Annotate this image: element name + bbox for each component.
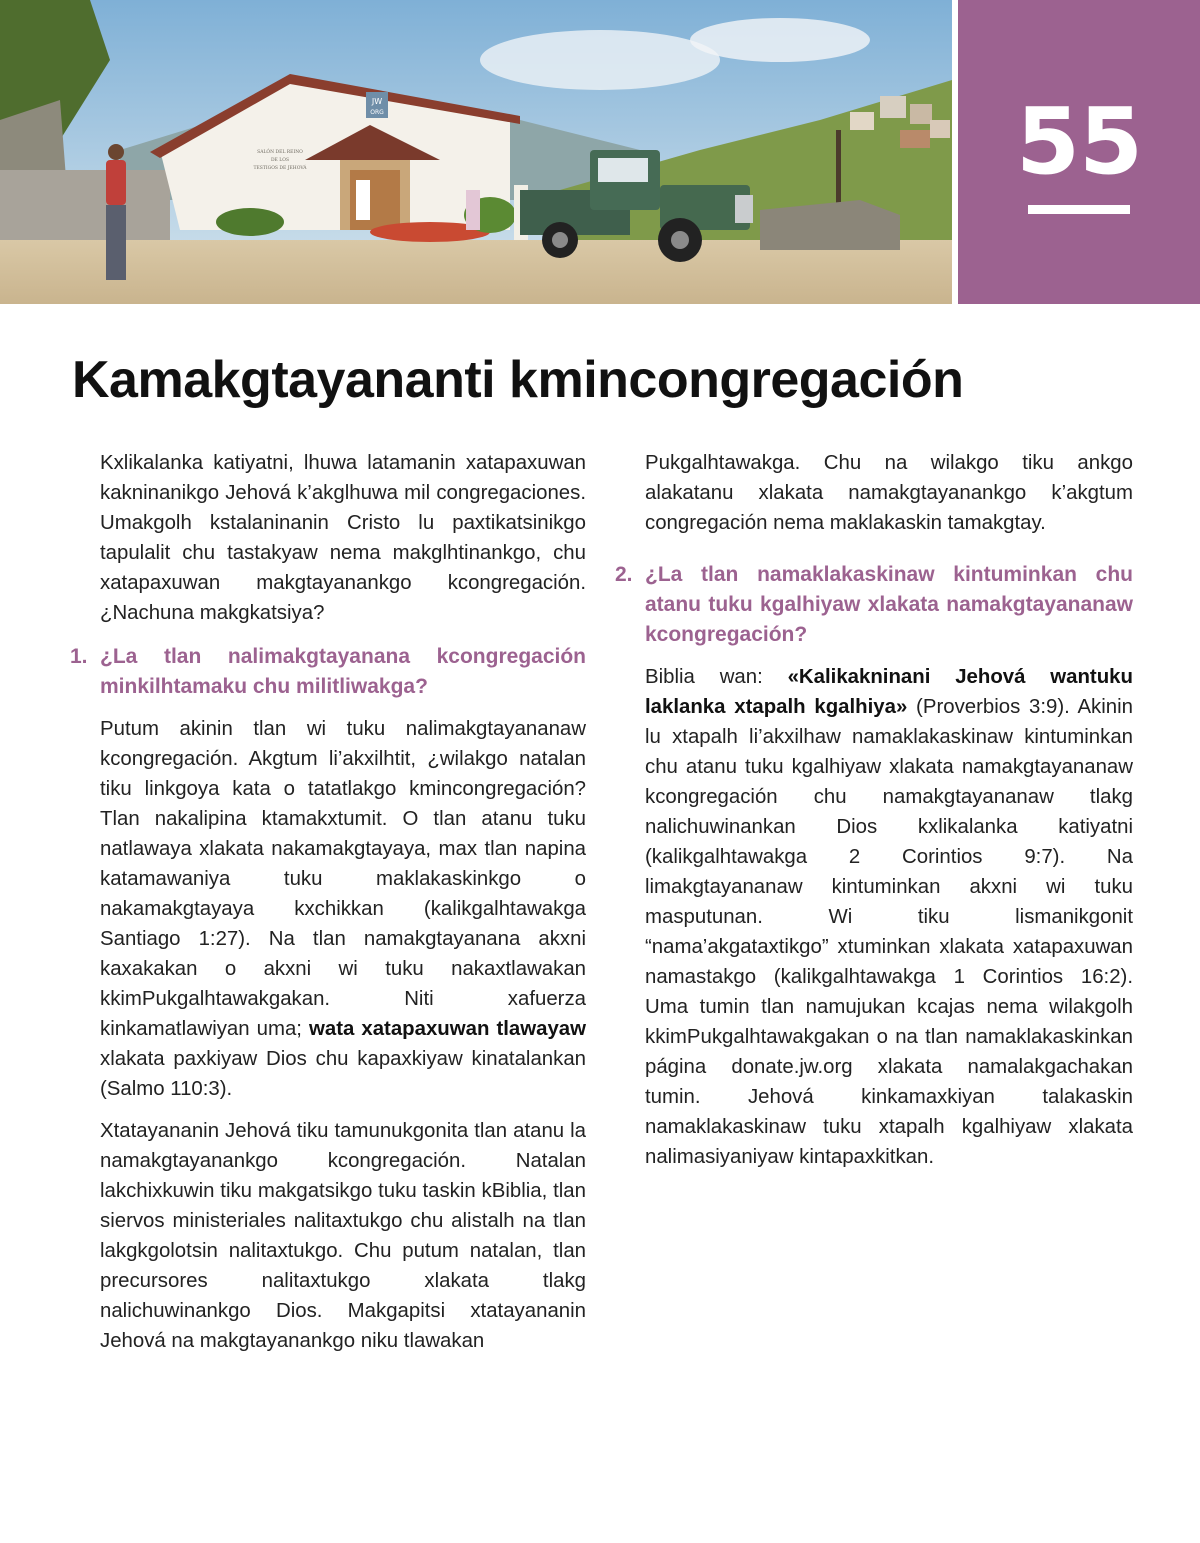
section-2-scripture-quote: «Kalikakninani Jehová wantuku laklanka xtapalh kgalhiya»	[645, 666, 1133, 718]
person-with-rope	[106, 160, 126, 205]
section-2-paragraph	[645, 662, 1133, 1172]
header-illustration	[0, 0, 952, 304]
question-1-text: ¿La tlan nalimakgtayanana kcongregación minkilhtamaku chu militliwakga?	[100, 645, 586, 698]
question-1-number: 1.	[70, 645, 88, 668]
building-plaque-line1: SALÓN DEL REINO	[257, 150, 303, 155]
section-1-p1-bold: wata xatapaxuwan tlawayaw	[309, 1018, 586, 1040]
building-plaque-line2: DE LOS	[270, 158, 290, 163]
question-1	[70, 642, 586, 702]
lesson-number: 55	[1015, 88, 1143, 195]
section-1-paragraph-2: Xtatayananin Jehová tiku tamunukgonita tlan atanu la namakgtayanankgo kcongregación. Natalan lakchixkuwin tiku makgatsikgo tuku taskin kBiblia, tlan siervos ministeriales nalitaxtukgo chu alistalh na tlan lakgkgolotsin nalitaxtukgo. Chu putum natalan, tlan precursores nalitaxtukgo xlakata tlakg nalichuwinankgo Dios. Makgapitsi xtatayananin Jehová na makgtayanankgo niku tlawakan	[100, 1120, 586, 1352]
org-sign-text: ORG	[370, 109, 384, 116]
building-plaque-line3: TESTIGOS DE JEHOVÁ	[253, 166, 307, 171]
question-2	[615, 560, 1133, 650]
page-title: Kamakgtayananti kmincongregación	[72, 351, 964, 409]
lesson-number-badge	[958, 0, 1200, 304]
left-column	[70, 448, 586, 1368]
right-column	[615, 448, 1133, 1184]
section-2-lead: Biblia wan:	[645, 666, 788, 688]
section-1-p1-text: Putum akinin tlan wi tuku nalimakgtayananaw kcongregación. Akgtum li’akxilhtit, ¿wilakgo natalan tiku linkgoya kata o tatatlakgo kmincongregación? Tlan nakalipina ktamakxtumit. O tlan atanu tuku natlawaya xlakata nakamakgtayaya, max tlan napina katamawaniya tuku maklakaskinkgo o nakamakgtayaya kxchikkan (kalikgalhtawakga Santiago 1:27). Na tlan namakgtayanana akxni kaxakakan o akxni wi tuku nakaxtlawakan kkimPukgalhtawakgakan. Niti xafuerza kinkamatlawiyan uma;	[100, 718, 586, 1040]
question-2-text: ¿La tlan namaklakaskinaw kintuminkan chu atanu tuku kgalhiyaw xlakata namakgtayananaw kcongregación?	[645, 563, 1133, 646]
jw-sign-text: JW	[371, 97, 383, 106]
section-2-body: (Proverbios 3:9). Akinin lu xtapalh li’akxilhaw namaklakaskinaw kintuminkan chu atanu tuku kgalhiyaw xlakata namakgtayananaw kcongregación chu namakgtayananaw tlakg nalichuwinankan Dios kxlikalanka katiyatni (kalikgalhtawakga 2 Corintios 9:7). Na limakgtayananaw kintuminkan akxni wi tuku masputunan. Wi tiku lismanikgonit “nama’akgataxtikgo” xtuminkan xlakata xatapaxuwan namastakgo (kalikgalhtawakga 1 Corintios 16:2). Uma tumin tlan namujukan kcajas nema wilakgolh kkimPukgalhtawakgakan o na tlan namaklakaskinkan página donate.jw.org xlakata namalakgachakan tumin. Jehová kinkamaxkiyan talakaskin namaklakaskinaw tuku xtapalh kgalhiyaw xlakata nalimasiyaniyaw kintapaxkitkan.	[645, 696, 1133, 1168]
question-2-number: 2.	[615, 563, 633, 586]
intro-paragraph: Kxlikalanka katiyatni, lhuwa latamanin xatapaxuwan kakninanikgo Jehová k’akglhuwa mil congregaciones. Umakgolh kstalaninanin Cristo lu paxtikatsinikgo tapulalit chu tastakyaw nema makglhtinankgo, chu xatapaxuwan makgtayanankgo kcongregación. ¿Nachuna makgkatsiya?	[100, 452, 586, 624]
kingdom-hall-scene	[0, 0, 952, 304]
section-1-paragraph-2-continued: Pukgalhtawakga. Chu na wilakgo tiku ankgo alakatanu xlakata namakgtayanankgo k’akgtum congregación nema maklakaskin tamakgtay.	[645, 452, 1133, 534]
section-1-paragraph-1	[100, 714, 586, 1104]
section-1-p1-tail: xlakata paxkiyaw Dios chu kapaxkiyaw kinatalankan (Salmo 110:3).	[100, 1048, 586, 1100]
badge-underline	[1028, 205, 1130, 214]
